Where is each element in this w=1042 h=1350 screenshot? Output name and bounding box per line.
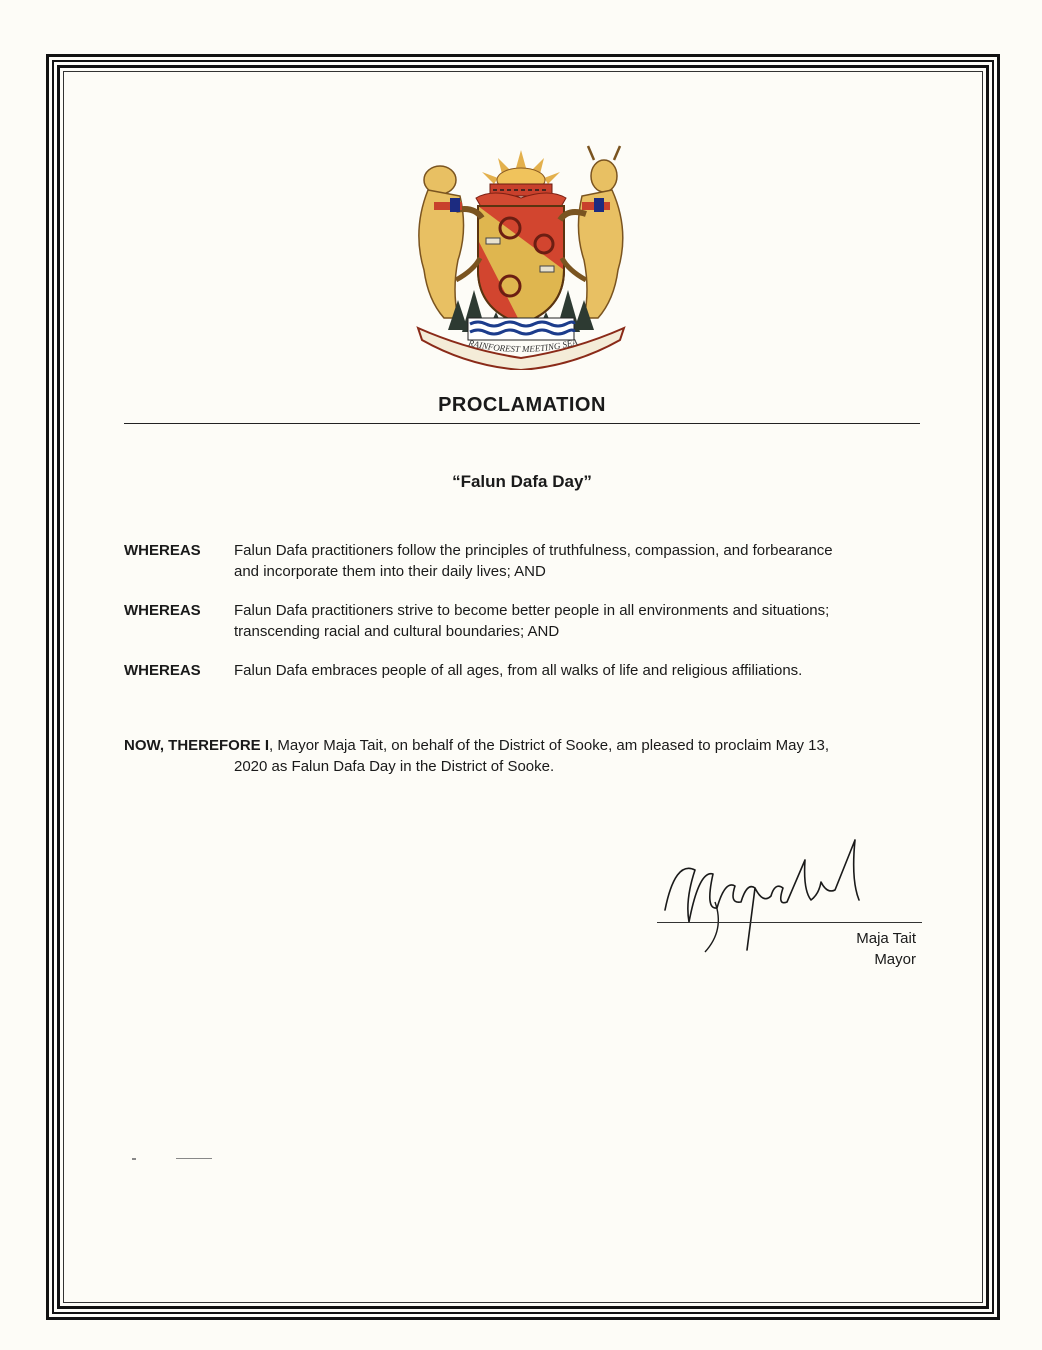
whereas-text bbox=[234, 660, 924, 681]
deer-supporter bbox=[560, 146, 623, 318]
scan-speck bbox=[132, 1158, 136, 1160]
whereas-line: Falun Dafa practitioners strive to become better people in all environments and situations; bbox=[234, 602, 830, 619]
title-divider bbox=[124, 423, 920, 424]
signature-line bbox=[657, 922, 922, 923]
whereas-line: transcending racial and cultural boundaries; AND bbox=[234, 623, 560, 640]
whereas-clause-1 bbox=[124, 540, 924, 584]
whereas-line: and incorporate them into their daily lives; AND bbox=[234, 563, 546, 580]
signatory-role: Mayor bbox=[874, 951, 916, 968]
now-therefore-line2: 2020 as Falun Dafa Day in the District of Sooke. bbox=[234, 758, 555, 775]
proclamation-subtitle: “Falun Dafa Day” bbox=[452, 472, 592, 491]
signature-block bbox=[760, 928, 916, 970]
coat-of-arms bbox=[398, 140, 644, 370]
whereas-line: Falun Dafa embraces people of all ages, from all walks of life and religious affiliations. bbox=[234, 662, 803, 679]
whereas-text bbox=[234, 600, 924, 642]
page-title: PROCLAMATION bbox=[438, 394, 606, 416]
whereas-keyword: WHEREAS bbox=[124, 662, 201, 679]
whereas-clause-2 bbox=[124, 600, 924, 644]
wave-compartment bbox=[468, 318, 574, 340]
crest-motto: RAINFOREST MEETING SEA bbox=[467, 336, 579, 355]
now-therefore-lead: NOW, THEREFORE I bbox=[124, 737, 270, 754]
whereas-keyword: WHEREAS bbox=[124, 542, 201, 559]
now-therefore-clause bbox=[124, 735, 924, 777]
whereas-line: Falun Dafa practitioners follow the principles of truthfulness, compassion, and forbearance bbox=[234, 542, 833, 559]
scan-speck bbox=[176, 1158, 212, 1159]
whereas-keyword: WHEREAS bbox=[124, 602, 201, 619]
now-therefore-line1: , Mayor Maja Tait, on behalf of the District of Sooke, am pleased to proclaim May 13, bbox=[269, 737, 830, 754]
whereas-text bbox=[234, 540, 924, 582]
signatory-name: Maja Tait bbox=[856, 930, 916, 947]
whereas-clause-3 bbox=[124, 660, 924, 682]
